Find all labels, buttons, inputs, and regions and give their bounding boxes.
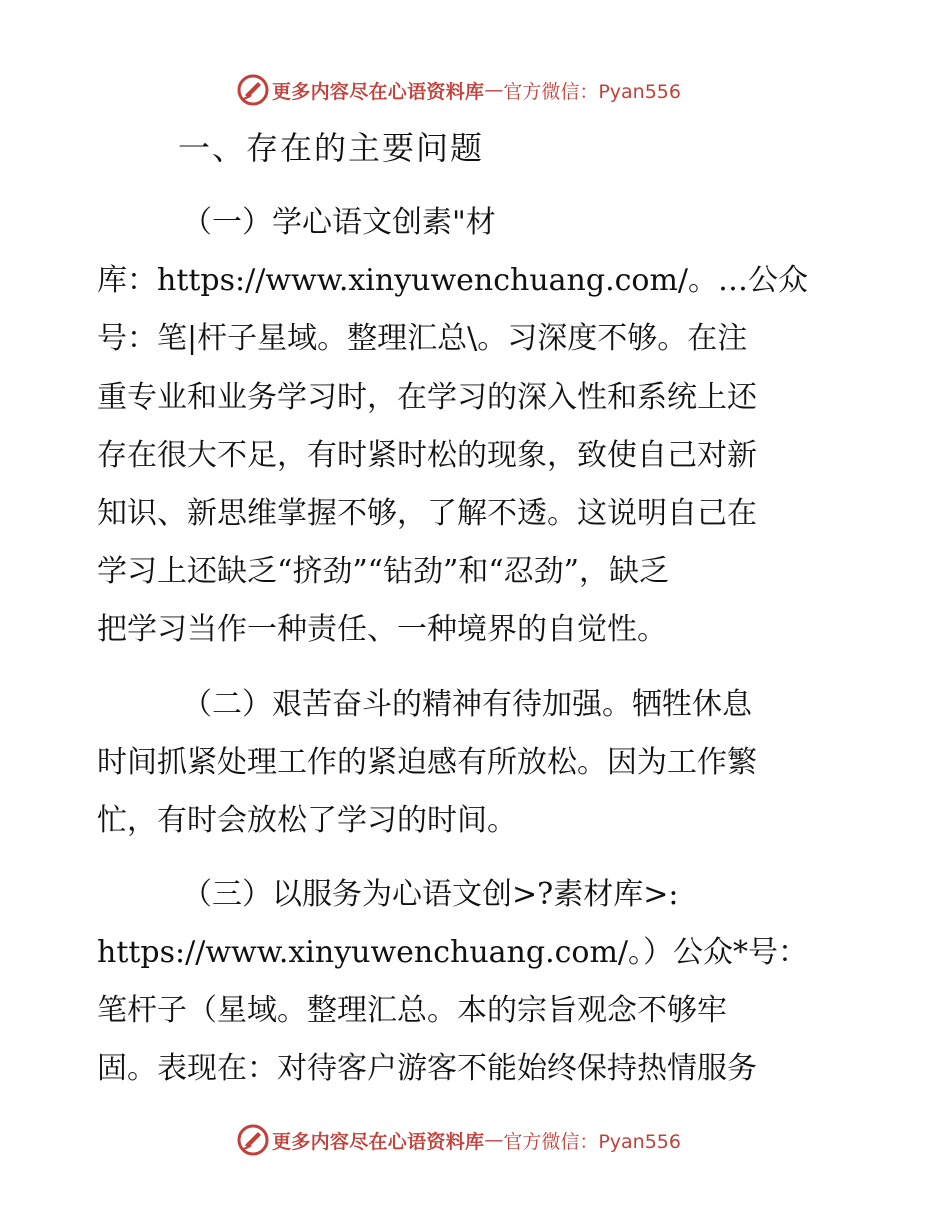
section-heading: 一、存在的主要问题: [178, 129, 485, 167]
banner-text: 更多内容尽在心语资料库: [272, 80, 485, 103]
paragraph-1-line-3: 号：笔|杆子星域。整理汇总\。习深度不够。在注: [97, 321, 748, 356]
paragraph-3-line-1: （三）以服务为心语文创>?素材库>:: [182, 877, 679, 912]
paragraph-1-line-6: 知识、新思维掌握不够，了解不透。这说明自己在: [97, 496, 757, 531]
paragraph-1-line-4: 重专业和业务学习时，在学习的深入性和系统上还: [97, 380, 757, 415]
banner-separator: —: [484, 79, 504, 101]
paragraph-1-line-1: （一）学心语文创素"材: [182, 205, 496, 240]
paragraph-2-line-1: （二）艰苦奋斗的精神有待加强。牺牲休息: [182, 687, 752, 722]
banner-separator: —: [484, 1129, 504, 1151]
paragraph-3-line-4: 固。表现在：对待客户游客不能始终保持热情服务: [97, 1051, 757, 1086]
banner-contact: 官方微信：Pyan556: [503, 80, 681, 103]
paragraph-2-line-2: 时间抓紧处理工作的紧迫感有所放松。因为工作繁: [97, 745, 757, 780]
banner-text: 更多内容尽在心语资料库: [272, 1130, 485, 1153]
paragraph-1-line-2: 库：https://www.xinyuwenchuang.com/。…公众: [97, 263, 809, 298]
paragraph-1-line-8: 把学习当作一种责任、一种境界的自觉性。: [97, 612, 667, 647]
book-quill-logo-icon: [236, 73, 270, 107]
banner-contact: 官方微信：Pyan556: [503, 1130, 681, 1153]
paragraph-1-line-5: 存在很大不足，有时紧时松的现象，致使自己对新: [97, 438, 757, 473]
paragraph-3-line-3: 笔杆子（星域。整理汇总。本的宗旨观念不够牢: [97, 993, 727, 1028]
header-banner: [236, 72, 681, 108]
book-quill-logo-icon: [236, 1123, 270, 1157]
paragraph-3-line-2: https://www.xinyuwenchuang.com/。）公众*号：: [97, 935, 809, 970]
footer-banner: [236, 1122, 681, 1158]
paragraph-2-line-3: 忙，有时会放松了学习的时间。: [97, 803, 517, 838]
paragraph-1-line-7: 学习上还缺乏“挤劲”“钻劲”和“忍劲”，缺乏: [97, 554, 670, 589]
